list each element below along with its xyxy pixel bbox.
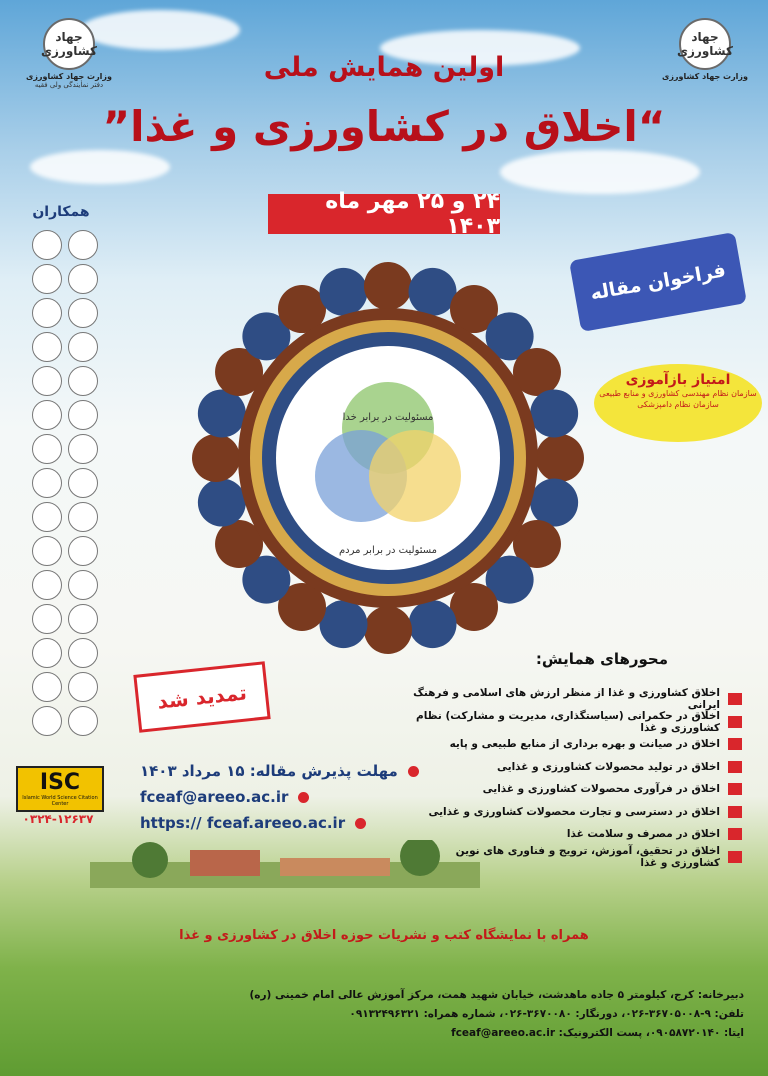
bullet-square-icon xyxy=(728,851,742,863)
isc-logo xyxy=(16,766,104,812)
partner-logo-icon xyxy=(32,536,62,566)
mandala-petal xyxy=(530,479,578,527)
bullet-icon xyxy=(408,766,419,777)
mandala-petal xyxy=(319,600,367,648)
call-for-papers-badge: فراخوان مقاله xyxy=(569,232,747,332)
axis-item-text: اخلاق در فرآوری محصولات کشاورزی و غذایی xyxy=(482,783,720,796)
isc-code: ۰۳۲۴-۱۲۶۳۷ xyxy=(22,812,94,826)
right-logo-caption: وزارت جهاد کشاورزی xyxy=(661,72,748,81)
partner-logo-icon xyxy=(32,672,62,702)
secretariat-contact: ایتا: ۰۹۰۵۸۷۲۰۱۴۰، پست الکترونیک: fceaf@areeo.ac.ir xyxy=(451,1027,744,1039)
bullet-square-icon xyxy=(728,738,742,750)
axis-item xyxy=(410,733,742,756)
axis-item xyxy=(410,711,742,734)
emblem-label-bottom: مسئولیت در برابر مردم xyxy=(338,545,438,556)
jahad-seal-icon: جهاد کشاورزی xyxy=(679,18,731,70)
mandala-emblem xyxy=(178,248,598,668)
partner-logo-icon xyxy=(32,604,62,634)
deadline-line xyxy=(140,762,419,780)
points-line-2: سازمان نظام دامپزشکی xyxy=(637,400,719,409)
axis-item-text: اخلاق کشاورزی و غذا از منظر ارزش های اسلامی و فرهنگ ایرانی xyxy=(413,687,720,712)
cme-points-badge xyxy=(594,364,762,442)
axis-item xyxy=(410,778,742,801)
mandala-petal xyxy=(364,606,412,654)
partner-logo-icon xyxy=(32,332,62,362)
exhibition-note: همراه با نمایشگاه کتب و نشریات حوزه اخلاق در کشاورزی و غذا xyxy=(179,928,589,943)
partner-logo-icon xyxy=(32,468,62,498)
email-line[interactable] xyxy=(140,788,309,806)
mandala-petal xyxy=(409,268,457,316)
axes-title: محورهای همایش: xyxy=(535,650,668,668)
axis-item-text: اخلاق در حکمرانی (سیاستگذاری، مدیریت و مشارکت) نظام کشاورزی و غذا xyxy=(416,709,720,734)
isc-label: ISC xyxy=(39,770,81,795)
partner-logo-icon xyxy=(68,502,98,532)
mandala-petal xyxy=(198,479,246,527)
partner-logo-icon xyxy=(68,468,98,498)
axis-item-text: اخلاق در دسترسی و تجارت محصولات کشاورزی و غذایی xyxy=(428,805,720,818)
partner-logo-icon xyxy=(68,706,98,736)
website-link[interactable]: https:// fceaf.areeo.ac.ir xyxy=(140,814,346,832)
partner-logo-icon xyxy=(32,264,62,294)
secretariat-phones: تلفن: ۹-۳۶۷۰۵۰۰۸-۰۲۶، دورنگار: ۳۶۷۰۰۸۰-۰۲۶، شماره همراه: ۰۹۱۳۲۴۹۶۳۲۱ xyxy=(349,1008,744,1020)
partner-logo-icon xyxy=(32,230,62,260)
bullet-icon xyxy=(355,818,366,829)
partner-logo-icon xyxy=(68,604,98,634)
mandala-petal xyxy=(409,600,457,648)
partner-logo-icon xyxy=(68,366,98,396)
bullet-square-icon xyxy=(728,761,742,773)
conference-title: “اخلاق در کشاورزی و غذا” xyxy=(102,102,666,151)
axis-item-text: اخلاق در مصرف و سلامت غذا xyxy=(566,828,720,841)
partner-logo-icon xyxy=(32,366,62,396)
campus-photo xyxy=(90,840,480,888)
partner-logo-icon xyxy=(68,264,98,294)
people-circle xyxy=(369,430,461,522)
axis-item xyxy=(410,756,742,779)
bullet-square-icon xyxy=(728,716,742,728)
isc-sub: Islamic World Science Citation Center xyxy=(22,795,98,807)
partner-logo-icon xyxy=(68,230,98,260)
conference-date: ۲۴ و ۲۵ مهر ماه ۱۴۰۳ xyxy=(268,194,500,234)
partner-logo-icon xyxy=(68,570,98,600)
bullet-icon xyxy=(298,792,309,803)
secretariat-info xyxy=(244,986,744,1043)
partner-logo-icon xyxy=(68,434,98,464)
partner-logo-icon xyxy=(32,434,62,464)
partner-logo-icon xyxy=(68,298,98,328)
partner-logo-icon xyxy=(32,638,62,668)
points-title: امتیاز بازآموزی xyxy=(625,372,731,388)
conference-subtitle: اولین همایش ملی xyxy=(263,52,505,83)
bullet-square-icon xyxy=(728,806,742,818)
left-logo-caption: وزارت جهاد کشاورزی xyxy=(25,72,112,81)
partner-logo-icon xyxy=(68,536,98,566)
axis-item-text: اخلاق در تحقیق، آموزش، ترویج و فناوری های نوین کشاورزی و غذا xyxy=(455,844,720,869)
mandala-petal xyxy=(198,389,246,437)
extended-stamp: تمدید شد xyxy=(133,661,270,732)
axis-item-text: اخلاق در تولید محصولات کشاورزی و غذایی xyxy=(497,760,720,773)
bullet-square-icon xyxy=(728,828,742,840)
bullet-square-icon xyxy=(728,693,742,705)
mandala-petal xyxy=(192,434,240,482)
axis-item xyxy=(410,801,742,824)
jahad-seal-icon: جهاد کشاورزی xyxy=(43,18,95,70)
deadline: مهلت پذیرش مقاله: ۱۵ مرداد ۱۴۰۳ xyxy=(140,762,398,780)
bullet-square-icon xyxy=(728,783,742,795)
partner-logo-icon xyxy=(32,400,62,430)
left-logo-sub: دفتر نمایندگی ولی فقیه xyxy=(34,81,104,89)
cloud xyxy=(500,150,700,194)
emblem-label-top: مسئولیت در برابر خدا xyxy=(342,412,434,423)
axis-item-text: اخلاق در صیانت و بهره برداری از منابع طبیعی و پایه xyxy=(449,738,720,751)
mandala-petal xyxy=(319,268,367,316)
mandala-petal xyxy=(530,389,578,437)
points-line-1: سازمان نظام مهندسی کشاورزی و منابع طبیعی xyxy=(599,389,757,398)
partner-logo-icon xyxy=(32,298,62,328)
partner-logo-icon xyxy=(32,502,62,532)
partner-logo-icon xyxy=(68,332,98,362)
partners-title: همکاران xyxy=(32,204,90,220)
partner-logo-icon xyxy=(68,638,98,668)
cloud xyxy=(30,150,170,184)
website-line[interactable] xyxy=(140,814,366,832)
secretariat-address: دبیرخانه: کرج، کیلومتر ۵ جاده ماهدشت، خیابان شهید همت، مرکز آموزش عالی امام خمینی (ره) xyxy=(249,989,744,1001)
mandala-petal xyxy=(536,434,584,482)
email-link[interactable]: fceaf@areeo.ac.ir xyxy=(140,788,289,806)
partner-logo-icon xyxy=(68,672,98,702)
axis-item xyxy=(410,688,742,711)
partner-logo-icon xyxy=(68,400,98,430)
partner-logo-icon xyxy=(32,706,62,736)
partner-logo-icon xyxy=(32,570,62,600)
mandala-petal xyxy=(364,262,412,310)
